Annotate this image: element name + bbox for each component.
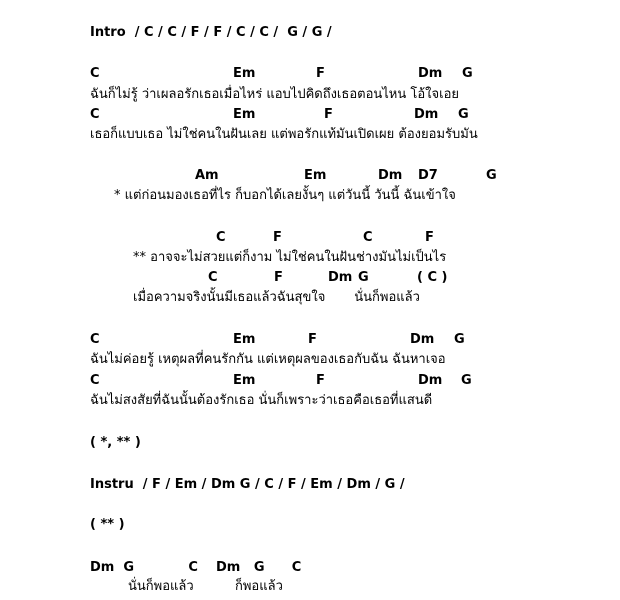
chord-text: D7 [418,168,438,183]
lyric-line: ฉันไม่สงสัยที่ฉันนั้นต้องรักเธอ นั่นก็เพราะว่าเธอคือเธอที่แสนดี [90,393,433,408]
chord-text: Dm [328,270,353,285]
chord-text: G [461,373,472,388]
chord-text: C [90,66,100,81]
lyric-line: เธอก็แบบเธอ ไม่ใช่คนในฝันเลย แต่พอรักแท้มันเปิดเผย ต้องยอมรับมัน [90,127,478,142]
chord-text: Em [233,373,256,388]
chord-text: C [90,373,100,388]
chord-text: G [454,332,465,347]
chord-text: C [208,270,218,285]
chord-text: F [316,66,325,81]
chord-text: G [458,107,469,122]
chord-text: C [90,332,100,347]
lyric-line: * แต่ก่อนมองเธอที่ไร ก็บอกได้เลยงั้นๆ แต่วันนี้ วันนี้ ฉันเข้าใจ [114,188,456,203]
chord-text: G [486,168,497,183]
lyric-line: เมื่อความจริงนั้นมีเธอแล้วฉันสุขใจ นั่นก็พอแล้ว [133,290,420,305]
chord-text: Dm [410,332,435,347]
chord-text: G [358,270,369,285]
chord-text: Am [195,168,219,183]
chord-text: F [274,270,283,285]
chord-text: Instru / F / Em / Dm G / C / F / Em / Dm / G / [90,477,405,492]
chord-text: Em [233,332,256,347]
lyric-line: นั่นก็พอแล้ว ก็พอแล้ว [128,579,283,594]
chord-text: F [308,332,317,347]
chord-text: G [462,66,473,81]
chord-text: Intro / C / C / F / F / C / C / G / G / [90,25,332,40]
lyric-line: ฉันไม่ค่อยรู้ เหตุผลที่คนรักกัน แต่เหตุผลของเธอกับฉัน ฉันหาเจอ [90,352,446,367]
lyric-line: ** อาจจะไม่สวยแต่ก็งาม ไม่ใช่คนในฝันช่างมันไม่เป็นไร [133,250,447,265]
lyric-line: ฉันก็ไม่รู้ ว่าเผลอรักเธอเมื่อไหร่ แอบไปคิดถึงเธอตอนไหน โอ้ใจเอย [90,87,460,102]
chord-text: ( C ) [417,270,448,285]
chord-text: Dm [418,66,443,81]
chord-text: Em [304,168,327,183]
chord-text: Em [233,66,256,81]
chord-text: Dm [418,373,443,388]
chord-text: F [324,107,333,122]
chord-text: Dm G C Dm G C [90,560,302,575]
chord-text: C [216,230,226,245]
chord-text: C [90,107,100,122]
chord-text: F [316,373,325,388]
chord-text: F [273,230,282,245]
chord-text: Dm [414,107,439,122]
chord-text: ( *, ** ) [90,435,141,450]
chord-text: F [425,230,434,245]
chord-text: Dm [378,168,403,183]
chord-text: ( ** ) [90,517,125,532]
chord-text: C [363,230,373,245]
chord-text: Em [233,107,256,122]
